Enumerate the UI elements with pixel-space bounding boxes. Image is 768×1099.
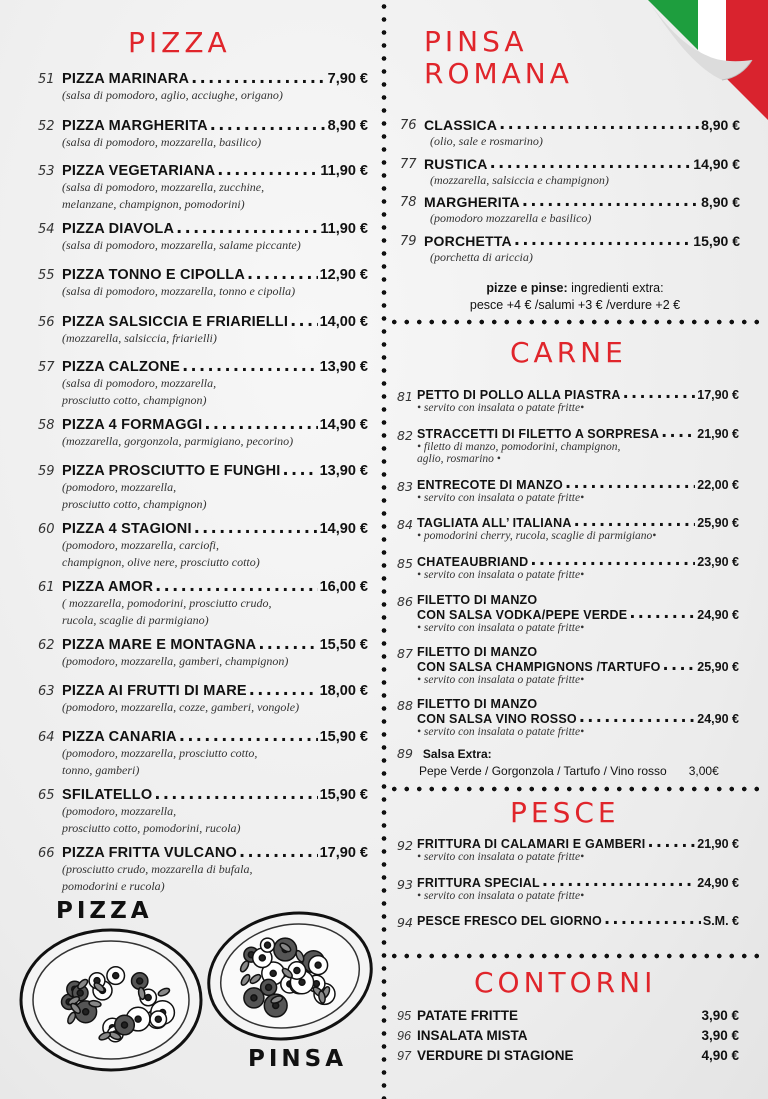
item-name: PIZZA MARE E MONTAGNA [62,637,257,653]
item-number: 60 [38,522,55,537]
salsa-extra [397,746,719,778]
item-number: 55 [38,268,55,283]
item-name: PIZZA AMOR [62,579,154,595]
italian-flag-corner [648,0,768,120]
item-price: 8,90 € [701,117,740,133]
item-name: MARGHERITA [424,194,520,210]
menu-item [38,70,368,104]
section-title-pizza: PIZZA [128,26,231,59]
dot-leader [204,414,317,433]
item-number: 88 [397,698,413,713]
item-description: (salsa di pomodoro, mozzarella, tonno e cipolla) [62,284,296,298]
menu-item [397,426,739,465]
dot-leader [522,191,699,210]
menu-item [397,477,739,504]
item-line [424,232,740,249]
salsa-extra-price: 3,00€ [688,764,719,778]
item-description: (salsa di pomodoro, mozzarella, salame piccante) [62,238,301,252]
section-title-carne: CARNE [510,336,627,369]
item-line [417,515,739,530]
item-name: CON SALSA VODKA/PEPE VERDE [417,608,628,622]
item-price: 17,90 € [697,388,739,402]
item-number: 87 [397,646,413,661]
menu-item [38,162,368,213]
item-price: 8,90 € [327,118,368,134]
menu-item [38,786,368,837]
item-number: 63 [38,684,55,699]
item-description: • servito con insalata o patate fritte• [417,622,585,634]
item-number: 81 [397,389,413,404]
dot-leader [217,160,318,179]
item-line [417,554,739,569]
item-name: FILETTO DI MANZO [417,593,538,607]
item-name: VERDURE DI STAGIONE [417,1048,574,1063]
item-line [62,313,368,330]
section-title-contorni: CONTORNI [474,966,657,999]
item-price: 14,90 € [693,156,740,172]
item-description: ( mozzarella, pomodorini, prosciutto crudo, [62,596,272,610]
item-price: 22,00 € [697,478,739,492]
item-price: S.M. € [702,914,739,928]
dot-leader [210,115,326,134]
menu-item [400,232,740,265]
pinsa-illustration-icon [204,906,376,1046]
item-number: 85 [397,556,413,571]
menu-item [38,313,368,347]
item-name: PIZZA TONNO E CIPOLLA [62,267,246,283]
item-description: (salsa di pomodoro, mozzarella, zucchine, [62,180,265,194]
dot-leader [574,511,696,530]
dot-leader [239,842,318,861]
item-number: 95 [397,1009,411,1023]
dot-leader [258,634,317,653]
item-price: 13,90 € [319,359,368,375]
item-description: (pomodoro, mozzarella, cozze, gamberi, vongole) [62,700,300,714]
menu-item [397,387,739,414]
item-line [62,416,368,433]
item-number: 56 [38,315,55,330]
item-line [417,607,739,622]
item-line [417,426,739,441]
item-price: 17,90 € [319,845,368,861]
item-description: • pomodorini cherry, rucola, scaglie di parmigiano• [417,530,657,542]
item-price: 21,90 € [697,427,739,441]
menu-item [400,193,740,226]
item-number: 66 [38,846,55,861]
item-price: 24,90 € [697,876,739,890]
item-description: (salsa di pomodoro, aglio, acciughe, origano) [62,88,283,102]
item-number: 52 [38,119,55,134]
illustration-label-pinsa: PINSA [248,1046,348,1072]
menu-item [397,515,739,542]
item-number: 51 [38,72,55,87]
item-description: (pomodoro, mozzarella, carciofi, [62,538,219,552]
menu-item [38,358,368,409]
item-line [62,636,368,653]
item-price: 14,90 € [319,521,368,537]
pinsa-title-line: ROMANA [424,57,573,90]
item-name: PIZZA CANARIA [62,729,177,745]
item-price: 14,90 € [319,417,368,433]
item-number: 62 [38,638,55,653]
dot-leader [290,311,318,330]
item-name: FILETTO DI MANZO [417,697,538,711]
item-description: • servito con insalata o patate fritte• [417,402,585,414]
item-price: 11,90 € [320,163,368,179]
item-price: 25,90 € [697,660,739,674]
item-number: 53 [38,164,55,179]
item-description: • servito con insalata o patate fritte• [417,674,585,686]
item-price: 21,90 € [697,837,739,851]
item-name: FRITTURA SPECIAL [417,876,540,890]
item-description: (prosciutto crudo, mozzarella di bufala, [62,862,253,876]
item-price: 23,90 € [697,555,739,569]
item-description: melanzane, champignon, pomodorini) [62,197,245,211]
item-price: 24,90 € [697,608,739,622]
dot-leader [191,68,326,87]
extra-note-line2: pesce +4 € /salumi +3 € /verdure +2 € [469,298,681,312]
item-price: 24,90 € [697,712,739,726]
menu-item [397,875,739,902]
pizza-illustration-icon [16,925,206,1075]
dot-leader [247,264,318,283]
item-line [62,462,368,479]
dot-leader [176,218,318,237]
item-name: CON SALSA CHAMPIGNONS /TARTUFO [417,660,661,674]
item-description: (olio, sale e rosmarino) [430,134,543,148]
item-name: PORCHETTA [424,233,512,249]
dot-leader [661,422,695,441]
item-price: 15,90 € [319,729,368,745]
menu-item [397,554,739,581]
item-name: PIZZA 4 FORMAGGI [62,417,203,433]
dot-leader [154,784,317,803]
item-number: 61 [38,580,55,595]
item-name: PIZZA CALZONE [62,359,181,375]
menu-item [400,155,740,188]
menu-item [38,220,368,254]
item-name: PIZZA VEGETARIANA [62,163,216,179]
item-line [62,162,368,179]
item-number: 77 [400,157,417,172]
item-line [417,477,739,492]
item-description: • servito con insalata o patate fritte• [417,726,585,738]
vertical-dotted-divider [380,0,388,1099]
item-line [417,875,739,890]
item-line [417,836,739,851]
item-line [62,728,368,745]
item-name: PIZZA AI FRUTTI DI MARE [62,683,247,699]
item-name: PATATE FRITTE [417,1008,518,1023]
item-line [417,913,739,928]
extra-note-line1: ingredienti extra: [567,281,664,295]
item-name: PIZZA FRITTA VULCANO [62,845,238,861]
item-name: CLASSICA [424,117,498,133]
dot-leader [579,707,695,726]
item-name: FRITTURA DI CALAMARI E GAMBERI [417,837,646,851]
item-description: • filetto di manzo, pomodorini, champignon, [417,441,621,453]
item-number: 89 [397,746,413,761]
item-name: ENTRECOTE DI MANZO [417,478,563,492]
item-price: 14,00 € [319,314,368,330]
dot-leader [542,871,695,890]
dot-leader [623,383,696,402]
item-description: • servito con insalata o patate fritte• [417,890,585,902]
item-name: STRACCETTI DI FILETTO A SORPRESA [417,427,660,441]
dot-leader [194,518,318,537]
item-description: (pomodoro, mozzarella, gamberi, champignon) [62,654,289,668]
item-description: (mozzarella, salsiccia e champignon) [430,173,609,187]
item-description: champignon, olive nere, prosciutto cotto) [62,555,260,569]
item-name: PIZZA MARGHERITA [62,118,208,134]
item-line [417,387,739,402]
item-description: • servito con insalata o patate fritte• [417,569,585,581]
item-name: PIZZA DIAVOLA [62,221,175,237]
menu-item [397,913,739,928]
dot-leader [249,680,318,699]
item-description: • servito con insalata o patate fritte• [417,492,585,504]
item-description: (salsa di pomodoro, mozzarella, [62,376,217,390]
menu-item [38,844,368,895]
pinsa-title-line: PINSA [424,25,528,58]
menu-item [38,416,368,450]
dot-leader [514,230,691,249]
item-price: 12,90 € [319,267,368,283]
item-number: 59 [38,464,55,479]
menu-item [38,578,368,629]
item-name: INSALATA MISTA [417,1028,528,1043]
item-name: CON SALSA VINO ROSSO [417,712,577,726]
item-price: 15,90 € [319,787,368,803]
extra-note-label: pizze e pinse: [486,281,568,295]
item-number: 97 [397,1049,411,1063]
dotted-divider [388,785,764,793]
dot-leader [182,356,318,375]
dotted-divider [388,318,764,326]
item-number: 93 [397,877,413,892]
item-line [62,578,368,595]
item-line [62,520,368,537]
item-price: 13,90 € [319,463,368,479]
item-price: 11,90 € [320,221,368,237]
item-line [62,844,368,861]
dot-leader [604,909,701,928]
dot-leader [179,726,318,745]
item-number: 82 [397,428,413,443]
item-line [424,193,740,210]
item-number: 78 [400,195,417,210]
menu-item [38,462,368,513]
item-price: 7,90 € [327,71,368,87]
dot-leader [629,603,695,622]
item-description: (salsa di pomodoro, mozzarella, basilico) [62,135,262,149]
item-name: PIZZA 4 STAGIONI [62,521,192,537]
item-description: aglio, rosmarino • [417,453,501,465]
menu-item [397,696,739,738]
item-price: 3,90 € [701,1008,739,1023]
item-number: 58 [38,418,55,433]
item-price: 25,90 € [697,516,739,530]
item-price: 8,90 € [701,194,740,210]
item-line [62,117,368,134]
item-description: prosciutto cotto, pomodorini, rucola) [62,821,241,835]
item-number: 96 [397,1029,411,1043]
item-number: 65 [38,788,55,803]
item-description: (mozzarella, gorgonzola, parmigiano, pecorino) [62,434,294,448]
dot-leader [155,576,317,595]
section-title-pinsa [424,26,573,90]
dot-leader [499,114,699,133]
item-number: 83 [397,479,413,494]
item-number: 76 [400,118,417,133]
item-line [417,711,739,726]
contorno-item [397,1008,739,1026]
item-price: 4,90 € [701,1048,739,1063]
item-price: 18,00 € [319,683,368,699]
menu-item [38,266,368,300]
item-line [62,70,368,87]
dot-leader [530,550,695,569]
contorno-item [397,1028,739,1046]
item-description: rucola, scaglie di parmigiano) [62,613,209,627]
menu-item [38,636,368,670]
item-description: (porchetta di ariccia) [430,250,533,264]
item-name: RUSTICA [424,156,488,172]
salsa-extra-title: Salsa Extra: [422,747,492,761]
item-price: 15,50 € [319,637,368,653]
item-name: PESCE FRESCO DEL GIORNO [417,914,602,928]
menu-item [400,116,740,149]
dot-leader [647,832,695,851]
dot-leader [490,153,692,172]
illustration-label-pizza: PIZZA [56,898,153,924]
item-name: TAGLIATA ALL’ ITALIANA [417,516,572,530]
menu-item [38,520,368,571]
menu-item [397,836,739,863]
menu-item [38,728,368,779]
item-name: PIZZA SALSICCIA E FRIARIELLI [62,314,289,330]
item-line [424,155,740,172]
item-price: 3,90 € [701,1028,739,1043]
menu-item [38,117,368,151]
item-number: 54 [38,222,55,237]
item-description: (mozzarella, salsiccia, friarielli) [62,331,217,345]
menu-item [397,592,739,634]
item-number: 92 [397,838,413,853]
item-name: PETTO DI POLLO ALLA PIASTRA [417,388,621,402]
item-name: CHATEAUBRIAND [417,555,529,569]
pinsa-extra-note [420,280,730,314]
dot-leader [663,655,696,674]
item-number: 86 [397,594,413,609]
item-line [62,358,368,375]
item-line [62,220,368,237]
item-line [424,116,740,133]
item-number: 84 [397,517,413,532]
item-description: • servito con insalata o patate fritte• [417,851,585,863]
item-description: (pomodoro mozzarella e basilico) [430,211,592,225]
dotted-divider [388,952,764,960]
item-description: (pomodoro, mozzarella, prosciutto cotto, [62,746,258,760]
item-description: tonno, gamberi) [62,763,140,777]
item-number: 94 [397,915,413,930]
menu-item [38,682,368,716]
item-description: prosciutto cotto, champignon) [62,497,207,511]
item-name: PIZZA MARINARA [62,71,190,87]
item-number: 79 [400,234,417,249]
item-line [62,682,368,699]
item-description: (pomodoro, mozzarella, [62,804,177,818]
item-name: SFILATELLO [62,787,153,803]
item-name: FILETTO DI MANZO [417,645,538,659]
section-title-pesce: PESCE [510,796,620,829]
item-line [62,786,368,803]
salsa-extra-options: Pepe Verde / Gorgonzola / Tartufo / Vino rosso [419,764,667,778]
item-description: prosciutto cotto, champignon) [62,393,207,407]
contorno-item [397,1048,739,1066]
menu-item [397,644,739,686]
item-line [62,266,368,283]
dot-leader [282,460,317,479]
item-number: 57 [38,360,55,375]
item-price: 15,90 € [693,233,740,249]
item-description: pomodorini e rucola) [62,879,165,893]
item-description: (pomodoro, mozzarella, [62,480,177,494]
dot-leader [565,473,695,492]
item-number: 64 [38,730,55,745]
item-line [417,659,739,674]
item-name: PIZZA PROSCIUTTO E FUNGHI [62,463,281,479]
item-price: 16,00 € [319,579,368,595]
